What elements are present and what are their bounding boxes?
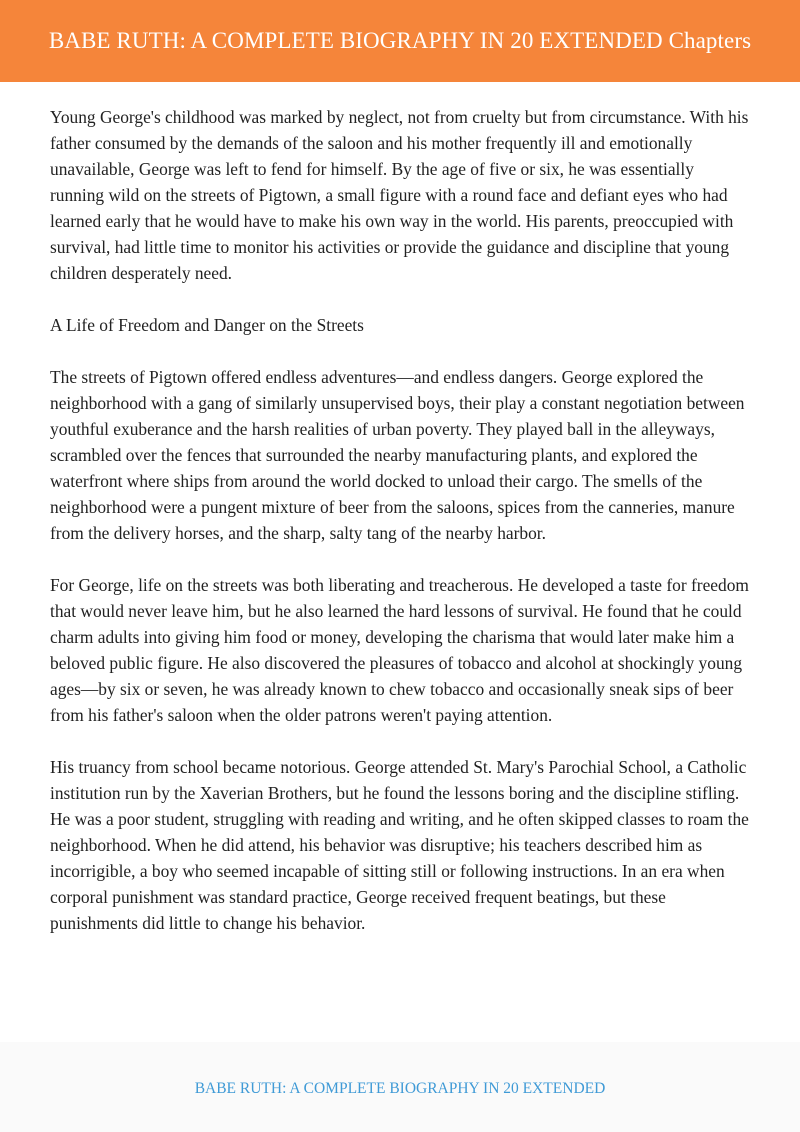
document-body xyxy=(50,104,750,962)
paragraph: The streets of Pigtown offered endless adventures—and endless dangers. George explored the neighborhood with a gang of similarly unsupervised boys, their play a constant negotiation between youthful exuberance and the harsh realities of urban poverty. They played ball in the alleyways, scrambled over the fences that surrounded the nearby manufacturing plants, and explored the waterfront where ships from around the world docked to unload their cargo. The smells of the neighborhood were a pungent mixture of beer from the saloons, spices from the canneries, manure from the delivery horses, and the sharp, salty tang of the nearby harbor. xyxy=(50,367,745,543)
paragraph: His truancy from school became notorious. George attended St. Mary's Parochial School, a Catholic institution run by the Xaverian Brothers, but he found the lessons boring and the discipline stifling. He was a poor student, struggling with reading and writing, and he often skipped classes to roam the neighborhood. When he did attend, his behavior was disruptive; his teachers described him as incorrigible, a boy who seemed incapable of sitting still or following instructions. In an era when corporal punishment was standard practice, George received frequent beatings, but these punishments did little to change his behavior. xyxy=(50,757,749,933)
paragraph: Young George's childhood was marked by neglect, not from cruelty but from circumstance. With his father consumed by the demands of the saloon and his mother frequently ill and emotionally unavailable, George was left to fend for himself. By the age of five or six, he was essentially running wild on the streets of Pigtown, a small figure with a round face and defiant eyes who had learned early that he would have to make his own way in the world. His parents, preoccupied with survival, had little time to monitor his activities or provide the guidance and discipline that young children desperately need. xyxy=(50,107,749,283)
page-header xyxy=(0,0,800,82)
page-footer xyxy=(0,1042,800,1132)
paragraph: For George, life on the streets was both liberating and treacherous. He developed a taste for freedom that would never leave him, but he also learned the hard lessons of survival. He found that he could charm adults into giving him food or money, developing the charisma that would later make him a beloved public figure. He also discovered the pleasures of tobacco and alcohol at shockingly young ages—by six or seven, he was already known to chew tobacco and occasionally sneak sips of beer from his father's saloon when the older patrons weren't paying attention. xyxy=(50,575,749,725)
footer-text: BABE RUTH: A COMPLETE BIOGRAPHY IN 20 EXTENDED xyxy=(194,1080,606,1097)
section-heading: A Life of Freedom and Danger on the Streets xyxy=(50,315,364,335)
header-title: BABE RUTH: A COMPLETE BIOGRAPHY IN 20 EXTENDED Chapters xyxy=(48,28,752,53)
